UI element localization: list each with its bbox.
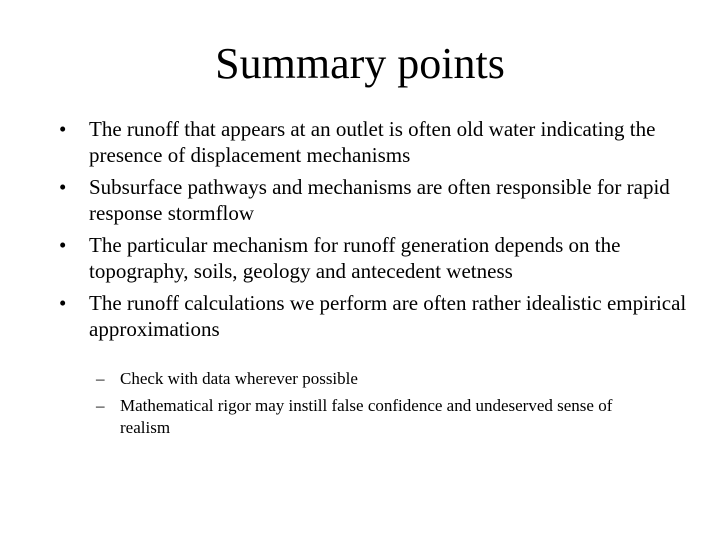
bullet-text: The runoff that appears at an outlet is often old water indicating the presence of displacement mechanisms xyxy=(89,117,656,167)
bullet-text: The particular mechanism for runoff generation depends on the topography, soils, geology and antecedent wetness xyxy=(89,233,621,283)
bullet-item xyxy=(56,174,696,226)
sub-bullet-marker: – xyxy=(96,396,105,415)
bullet-item xyxy=(56,116,696,168)
bullet-marker: • xyxy=(59,291,67,315)
bullet-item xyxy=(56,290,696,342)
sub-bullet-text: Check with data wherever possible xyxy=(120,369,358,388)
slide-title: Summary points xyxy=(215,39,505,88)
bullet-item xyxy=(56,232,696,284)
sub-bullet-text: Mathematical rigor may instill false confidence and undeserved sense of realism xyxy=(120,396,613,437)
sub-bullet-item xyxy=(96,395,656,439)
bullet-marker: • xyxy=(59,117,67,141)
sub-bullet-list xyxy=(96,368,656,444)
bullet-text: Subsurface pathways and mechanisms are often responsible for rapid response stormflow xyxy=(89,175,670,225)
sub-bullet-item xyxy=(96,368,656,390)
bullet-marker: • xyxy=(59,175,67,199)
bullet-list xyxy=(56,116,696,348)
sub-bullet-marker: – xyxy=(96,369,105,388)
bullet-marker: • xyxy=(59,233,67,257)
bullet-text: The runoff calculations we perform are often rather idealistic empirical approximations xyxy=(89,291,687,341)
